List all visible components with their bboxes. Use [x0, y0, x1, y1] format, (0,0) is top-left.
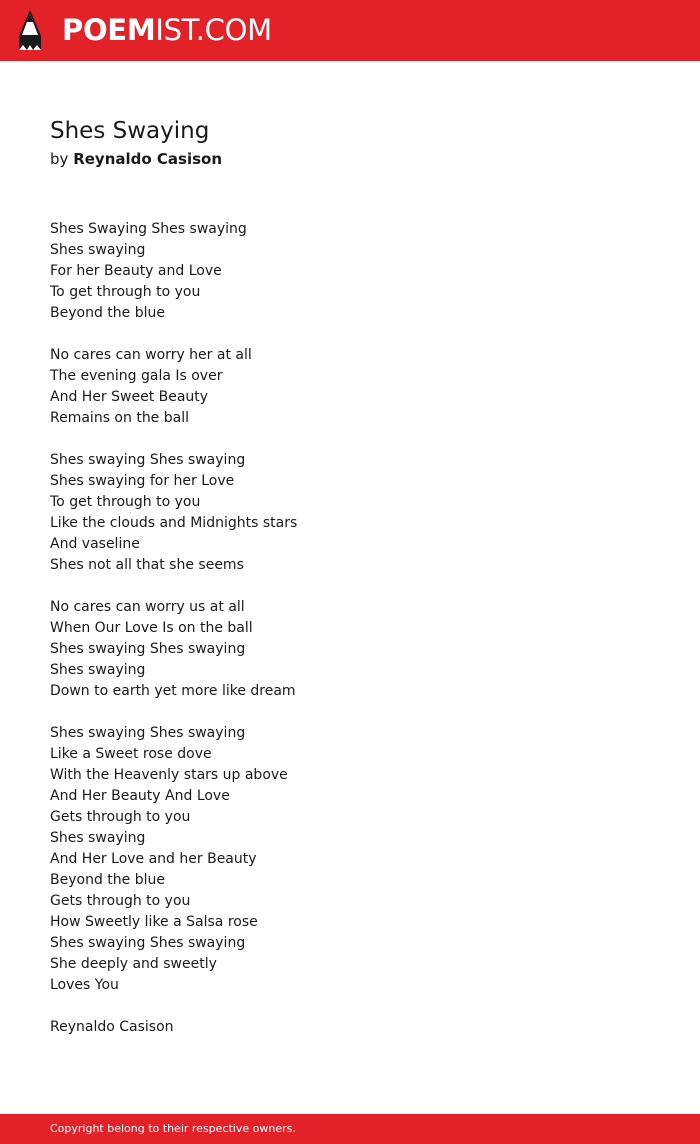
author-name: Reynaldo Casison: [73, 150, 223, 168]
poem-line: No cares can worry her at all: [50, 347, 252, 363]
pen-nib-logo-icon[interactable]: [17, 9, 43, 51]
poem-line: And vaseline: [50, 536, 140, 552]
stanza: [50, 219, 297, 324]
poem-line: Shes swaying: [50, 830, 146, 846]
poem-line: Like the clouds and Midnights stars: [50, 515, 298, 531]
poem-line: And Her Beauty And Love: [50, 788, 230, 804]
poem-line: Gets through to you: [50, 809, 191, 825]
poem-line: Loves You: [50, 977, 119, 993]
poem-line: To get through to you: [50, 284, 201, 300]
poem-line: Shes swaying: [50, 662, 146, 678]
copyright-notice: Copyright belong to their respective owners.: [50, 1122, 296, 1135]
by-label: by: [50, 150, 69, 168]
stanza: [50, 345, 297, 429]
poem-line: Shes not all that she seems: [50, 557, 244, 573]
poem-line: To get through to you: [50, 494, 201, 510]
logo-light-part: IST.COM: [155, 13, 272, 47]
poem-line: She deeply and sweetly: [50, 956, 217, 972]
logo-bold-part: POEM: [62, 13, 156, 47]
poem-line: Remains on the ball: [50, 410, 189, 426]
poem-line: Shes swaying Shes swaying: [50, 725, 246, 741]
poem-line: Shes swaying Shes swaying: [50, 452, 246, 468]
poem-line: Shes swaying: [50, 242, 146, 258]
poem-line: When Our Love Is on the ball: [50, 620, 253, 636]
site-logo-text[interactable]: [62, 12, 272, 48]
poem-line: Beyond the blue: [50, 872, 165, 888]
poem-line: The evening gala Is over: [50, 368, 223, 384]
poem-line: Shes Swaying Shes swaying: [50, 221, 247, 237]
poem-line: Shes swaying for her Love: [50, 473, 235, 489]
poem-line: Shes swaying Shes swaying: [50, 935, 246, 951]
poem-title: Shes Swaying: [50, 118, 210, 144]
poem-line: For her Beauty and Love: [50, 263, 222, 279]
poem-line: Shes swaying Shes swaying: [50, 641, 246, 657]
poem-line: Beyond the blue: [50, 305, 165, 321]
poem-line: Gets through to you: [50, 893, 191, 909]
stanza: [50, 597, 297, 702]
poem-line: And Her Love and her Beauty: [50, 851, 257, 867]
poem-signature: Reynaldo Casison: [50, 1019, 174, 1035]
stanza: [50, 450, 297, 576]
poem-line: No cares can worry us at all: [50, 599, 245, 615]
poem-line: How Sweetly like a Salsa rose: [50, 914, 258, 930]
poem-line: Like a Sweet rose dove: [50, 746, 212, 762]
poem-line: Down to earth yet more like dream: [50, 683, 296, 699]
byline: [50, 148, 222, 170]
stanza: [50, 723, 297, 996]
poem-body: [50, 219, 297, 1038]
site-footer: [0, 1114, 700, 1144]
poem-line: And Her Sweet Beauty: [50, 389, 209, 405]
poem-line: With the Heavenly stars up above: [50, 767, 288, 783]
site-header: [0, 0, 700, 61]
